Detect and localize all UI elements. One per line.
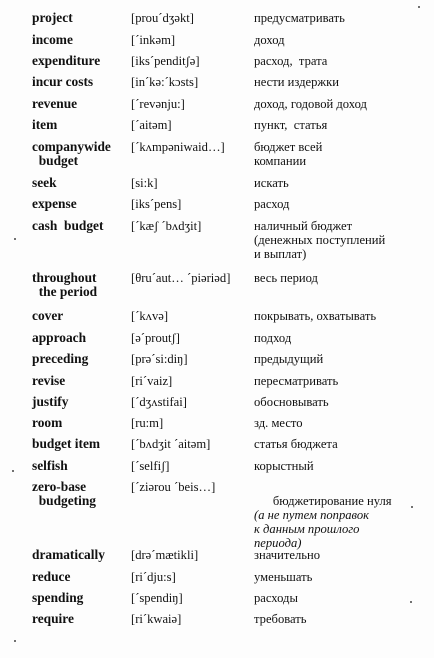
english-term: cash budget xyxy=(32,218,104,233)
russian-translation: расход xyxy=(254,197,290,211)
russian-translation: корыстный xyxy=(254,459,314,473)
scan-speck xyxy=(14,640,16,642)
transcription: [ˊdʒʌstifai] xyxy=(131,395,187,409)
transcription: [iksˊpenditʃə] xyxy=(131,54,200,68)
transcription: [inˊkə:ˊkɔsts] xyxy=(131,75,199,89)
russian-translation: предусматривать xyxy=(254,11,345,25)
transcription: [ˊinkəm] xyxy=(131,33,176,47)
scan-speck xyxy=(12,470,14,472)
russian-translation: подход xyxy=(254,331,292,345)
transcription: [iksˊpens] xyxy=(131,197,182,211)
english-term: companywide budget xyxy=(32,139,111,168)
transcription: [riˊvaiz] xyxy=(131,374,173,388)
english-term: project xyxy=(32,10,73,25)
transcription: [prouˊdʒəkt] xyxy=(131,11,194,25)
transcription: [si:k] xyxy=(131,176,158,190)
english-term: budget item xyxy=(32,436,101,451)
russian-translation: значительно xyxy=(254,548,321,562)
russian-translation: расходы xyxy=(254,591,298,605)
transcription: [ˊkʌvə] xyxy=(131,309,169,323)
transcription: [əˊproutʃ] xyxy=(131,331,180,345)
transcription: [ˊkʌmpəniwaid…] xyxy=(131,140,225,154)
transcription: [θruˊaut… ˊpiəriəd] xyxy=(131,271,231,285)
transcription: [ˊselfiʃ] xyxy=(131,459,170,473)
russian-translation: уменьшать xyxy=(254,570,313,584)
english-term: approach xyxy=(32,330,87,345)
transcription: [riˊdju:s] xyxy=(131,570,176,584)
transcription: [riˊkwaiə] xyxy=(131,612,182,626)
english-term: justify xyxy=(32,394,69,409)
english-term: dramatically xyxy=(32,547,105,562)
english-term: reduce xyxy=(32,569,71,584)
russian-translation: наличный бюджет (денежных поступлений и выплат) xyxy=(254,219,386,261)
russian-translation-main: бюджетирование нуля xyxy=(272,494,392,508)
scan-speck xyxy=(418,6,420,8)
russian-translation: предыдущий xyxy=(254,352,324,366)
russian-translation: пункт, статья xyxy=(254,118,328,132)
russian-translation: нести издержки xyxy=(254,75,339,89)
english-term: room xyxy=(32,415,63,430)
transcription: [ˊziərou ˊbeis…] xyxy=(131,480,216,494)
english-term: incur costs xyxy=(32,74,94,89)
transcription: [ru:m] xyxy=(131,416,164,430)
english-term: expense xyxy=(32,196,77,211)
english-term: revenue xyxy=(32,96,78,111)
russian-translation: обосновывать xyxy=(254,395,329,409)
transcription: [ˊaitəm] xyxy=(131,118,172,132)
translation-note: (а не путем поправок к данным прошлого периода) xyxy=(254,508,370,550)
transcription: [prəˊsi:diŋ] xyxy=(131,352,188,366)
english-term: item xyxy=(32,117,58,132)
transcription: [ˊrevənju:] xyxy=(131,97,185,111)
scan-speck xyxy=(411,506,413,508)
transcription: [drəˊmætikli] xyxy=(131,548,199,562)
russian-translation: бюджет всей компании xyxy=(254,140,323,168)
russian-translation: доход, годовой доход xyxy=(254,97,367,111)
english-term: income xyxy=(32,32,73,47)
english-term: expenditure xyxy=(32,53,101,68)
english-term: zero-base budgeting xyxy=(32,479,97,508)
english-term: preceding xyxy=(32,351,89,366)
scan-speck xyxy=(410,601,412,603)
russian-translation: пересматривать xyxy=(254,374,339,388)
english-term: revise xyxy=(32,373,66,388)
transcription: [ˊspendiŋ] xyxy=(131,591,183,605)
russian-translation: покрывать, охватывать xyxy=(254,309,377,323)
scan-speck xyxy=(14,238,16,240)
transcription: [ˊkæʃ ˊbʌdʒit] xyxy=(131,219,202,233)
russian-translation: доход xyxy=(254,33,285,47)
russian-translation: зд. место xyxy=(254,416,303,430)
english-term: spending xyxy=(32,590,84,605)
english-term: require xyxy=(32,611,74,626)
russian-translation: требовать xyxy=(254,612,307,626)
russian-translation: статья бюджета xyxy=(254,437,338,451)
russian-translation: весь период xyxy=(254,271,318,285)
english-term: selfish xyxy=(32,458,68,473)
russian-translation: расход, трата xyxy=(254,54,328,68)
english-term: seek xyxy=(32,175,57,190)
english-term: throughout the period xyxy=(32,270,98,299)
transcription: [ˊbʌdʒit ˊaitəm] xyxy=(131,437,211,451)
russian-translation: искать xyxy=(254,176,289,190)
english-term: cover xyxy=(32,308,64,323)
